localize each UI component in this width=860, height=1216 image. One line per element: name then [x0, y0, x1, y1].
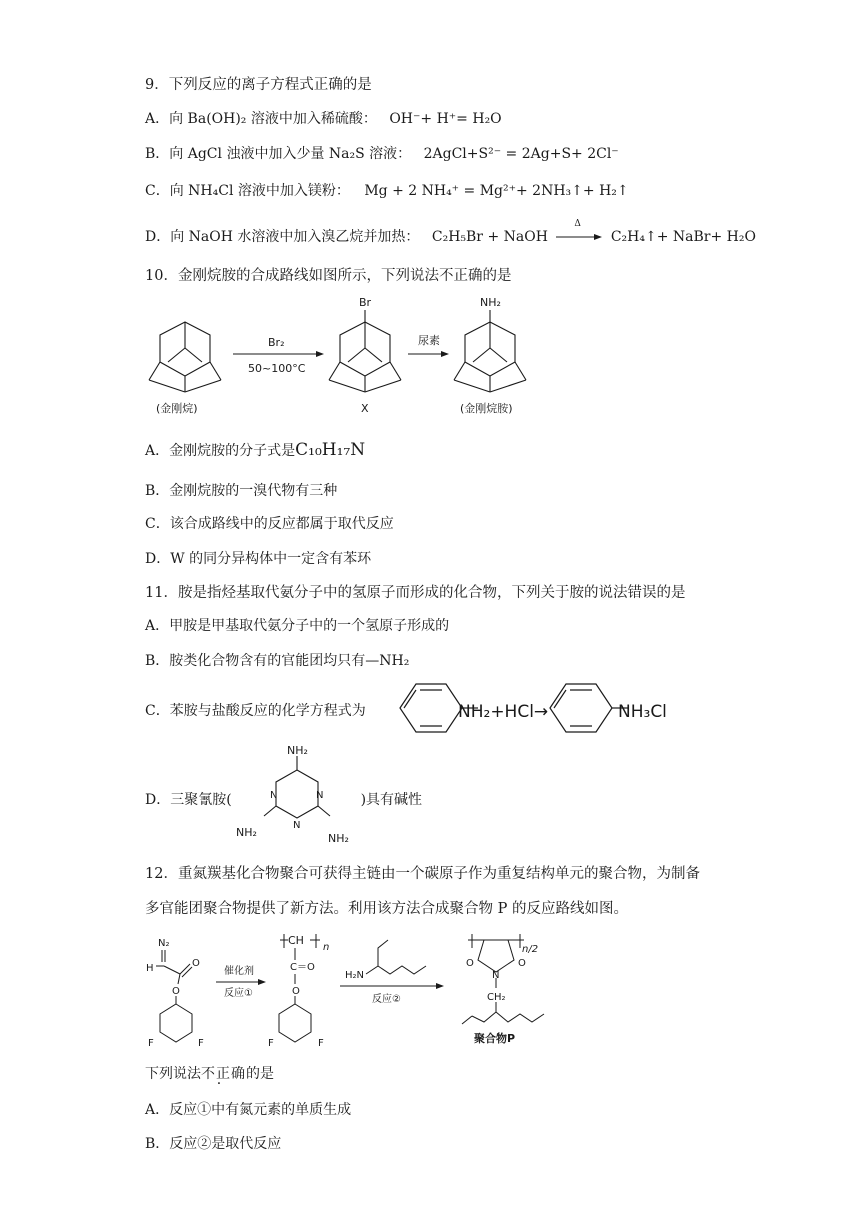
polymer-ester-o: O: [292, 986, 300, 997]
diazo-carbonyl-o: O: [192, 958, 200, 969]
q12-ask-emphasis: 不正确: [201, 1066, 246, 1082]
melamine-nh2-right: NH₂: [328, 832, 349, 845]
product-o-left: O: [466, 958, 474, 969]
amine-chain: [366, 940, 426, 974]
melamine-n-1: N: [270, 790, 278, 801]
aniline-plus-hcl: NH₂+HCl→: [458, 702, 549, 722]
melamine-n-3: N: [293, 820, 301, 831]
q10-a-formula: C₁₀H₁₇N: [295, 440, 366, 460]
triazine-ring: [264, 756, 330, 818]
q11-option-a: A．甲胺是甲基取代氨分子中的一个氢原子形成的: [145, 618, 450, 634]
reagent-urea: 尿素: [418, 334, 440, 347]
q9-stem: 9．下列反应的离子方程式正确的是: [145, 77, 372, 93]
q12-ask-post: 的是: [246, 1066, 274, 1082]
substituent-br: Br: [359, 296, 372, 309]
q9-d-eq-right: C₂H₄↑+ NaBr+ H₂O: [610, 229, 756, 245]
product-ring-n: N: [492, 970, 500, 981]
diazo-f-left: F: [148, 1038, 154, 1049]
melamine-n-2: N: [316, 790, 324, 801]
condition-temp: 50~100°C: [248, 362, 306, 375]
step1-label: 反应①: [224, 988, 253, 999]
q10-stem: 10．金刚烷胺的合成路线如图所示，下列说法不正确的是: [145, 268, 512, 284]
q9-d-text: D．向 NaOH 水溶液中加入溴乙烷并加热：: [145, 229, 420, 245]
q12-ask-pre: 下列说法: [145, 1066, 201, 1082]
q9-d-heat-label: Δ: [574, 219, 581, 229]
diazo-h: H: [146, 963, 154, 974]
q9-c-equation: Mg + 2 NH₄⁺ = Mg²⁺+ 2NH₃↑+ H₂↑: [364, 183, 629, 199]
q9-option-b: [145, 143, 619, 163]
amine-h2n: H₂N: [345, 970, 365, 981]
label-x: X: [361, 402, 369, 415]
arrow-head-2: [441, 351, 449, 357]
q10-option-d: D．W 的同分异构体中一定含有苯环: [145, 551, 372, 567]
q11-d-pre: D．三聚氰胺(: [145, 792, 232, 808]
product-label: 聚合物P: [474, 1032, 516, 1045]
adamantane-synthesis-scheme: [140, 290, 560, 422]
q9-option-d: [145, 219, 756, 246]
melamine-nh2-top: NH₂: [287, 744, 308, 757]
diazo-ester-o: O: [172, 986, 180, 997]
q9-b-equation: 2AgCl+S²⁻ = 2Ag+S+ 2Cl⁻: [423, 146, 619, 162]
q11-stem: 11．胺是指烃基取代氨分子中的氢原子而形成的化合物，下列关于胺的说法错误的是: [145, 585, 686, 601]
bromoadamantane-structure: [329, 310, 401, 392]
step2-label: 反应②: [372, 994, 401, 1005]
q9-a-text: A．向 Ba(OH)₂ 溶液中加入稀硫酸：: [145, 111, 377, 127]
label-amantadine: (金刚烷胺): [460, 402, 513, 415]
arrow-head-step1: [258, 979, 266, 985]
q12-question: [145, 1063, 274, 1083]
polymer-ch: CH: [288, 934, 304, 947]
polymer-n: n: [323, 942, 330, 953]
product-o-right: O: [518, 958, 526, 969]
q9-option-c: [145, 180, 629, 200]
adamantane-structure: [149, 322, 221, 392]
polymer-f-left: F: [268, 1038, 274, 1049]
arrow-head-1: [316, 351, 324, 357]
q9-d-reaction-arrow: [556, 219, 602, 241]
amantadine-structure: [454, 310, 526, 392]
catalyst-label: 催化剂: [224, 966, 254, 977]
benzene-ring-2: [550, 684, 628, 732]
q10-option-a: [145, 440, 365, 460]
anilinium-chloride: NH₃Cl: [618, 702, 667, 722]
aniline-reaction-figure: [380, 680, 680, 740]
product-ch2: CH₂: [487, 992, 506, 1003]
q9-d-eq-left: C₂H₅Br + NaOH: [431, 229, 548, 245]
arrow-head-step2: [436, 983, 444, 989]
arrow-icon: [556, 231, 602, 243]
substituent-nh2: NH₂: [480, 296, 501, 309]
q11-option-c: C．苯胺与盐酸反应的化学方程式为: [145, 703, 366, 719]
q9-b-text: B．向 AgCl 浊液中加入少量 Na₂S 溶液：: [145, 146, 412, 162]
q11-d-post: )具有碱性: [360, 792, 423, 808]
label-adamantane: (金刚烷): [156, 402, 198, 415]
q10-option-c: C．该合成路线中的反应都属于取代反应: [145, 516, 394, 532]
q9-c-text: C．向 NH₄Cl 溶液中加入镁粉：: [145, 183, 350, 199]
product-n-half: n/2: [522, 944, 539, 955]
polymer-carbonyl: C＝O: [290, 962, 315, 973]
diazo-n2: N₂: [158, 938, 170, 949]
q9-a-equation: OH⁻+ H⁺= H₂O: [389, 111, 502, 127]
melamine-nh2-left: NH₂: [236, 826, 257, 839]
polymer-p-synthesis-scheme: [140, 926, 570, 1050]
q12-option-b: B．反应②是取代反应: [145, 1136, 282, 1152]
q10-a-text: A．金刚烷胺的分子式是: [145, 443, 296, 459]
reagent-br2: Br₂: [268, 336, 285, 349]
q11-option-b: B．胺类化合物含有的官能团均只有—NH₂: [145, 653, 410, 669]
diazo-f-right: F: [198, 1038, 204, 1049]
melamine-structure: [232, 742, 362, 848]
q12-stem-line1: 12．重氮羰基化合物聚合可获得主链由一个碳原子作为重复结构单元的聚合物，为制备: [145, 866, 700, 882]
q12-option-a: A．反应①中有氮元素的单质生成: [145, 1102, 352, 1118]
q10-option-b: B．金刚烷胺的一溴代物有三种: [145, 483, 338, 499]
polymer-f-right: F: [318, 1038, 324, 1049]
q12-stem-line2: 多官能团聚合物提供了新方法。利用该方法合成聚合物 P 的反应路线如图。: [145, 901, 628, 917]
q9-option-a: [145, 108, 502, 128]
